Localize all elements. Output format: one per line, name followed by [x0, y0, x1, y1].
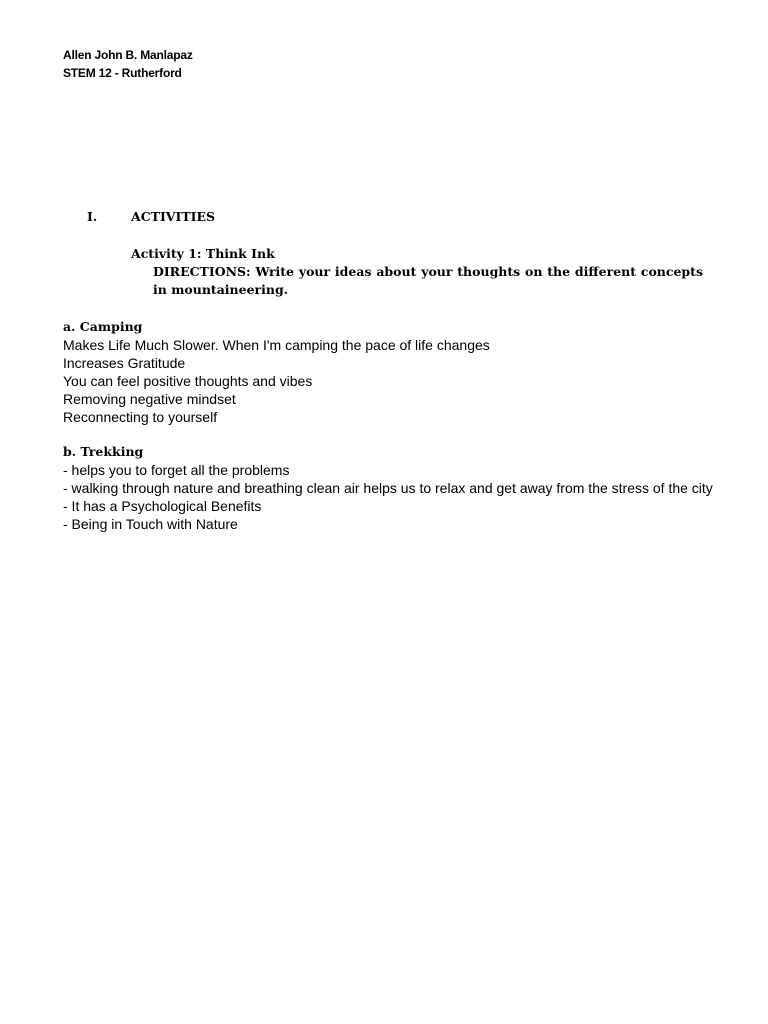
list-item: Makes Life Much Slower. When I'm camping the pace of life changes: [63, 337, 490, 353]
section-heading: [87, 208, 707, 226]
section-title: ACTIVITIES: [131, 209, 216, 224]
list-item: - Being in Touch with Nature: [63, 516, 238, 532]
camping-section: [63, 318, 713, 426]
trekking-section: [63, 443, 713, 533]
student-name: Allen John B. Manlapaz: [63, 48, 193, 62]
list-item: - It has a Psychological Benefits: [63, 498, 262, 514]
student-header: [63, 46, 193, 82]
list-item: Increases Gratitude: [63, 355, 186, 371]
trekking-list: [63, 461, 713, 533]
section-number: I.: [87, 209, 98, 224]
list-item: Reconnecting to yourself: [63, 409, 218, 425]
list-item: - walking through nature and breathing clean air helps us to relax and get away from the stress of the city: [63, 480, 713, 496]
list-item: You can feel positive thoughts and vibes: [63, 373, 313, 389]
activity-title: Activity 1: Think Ink: [131, 246, 275, 261]
camping-list: [63, 336, 713, 426]
list-item: - helps you to forget all the problems: [63, 462, 290, 478]
student-section: STEM 12 - Rutherford: [63, 66, 182, 80]
activity-directions: DIRECTIONS: Write your ideas about your thoughts on the different concepts in mountaineering.: [153, 264, 703, 297]
list-item: Removing negative mindset: [63, 391, 236, 407]
trekking-title: b. Trekking: [63, 444, 144, 459]
camping-title: a. Camping: [63, 319, 143, 334]
